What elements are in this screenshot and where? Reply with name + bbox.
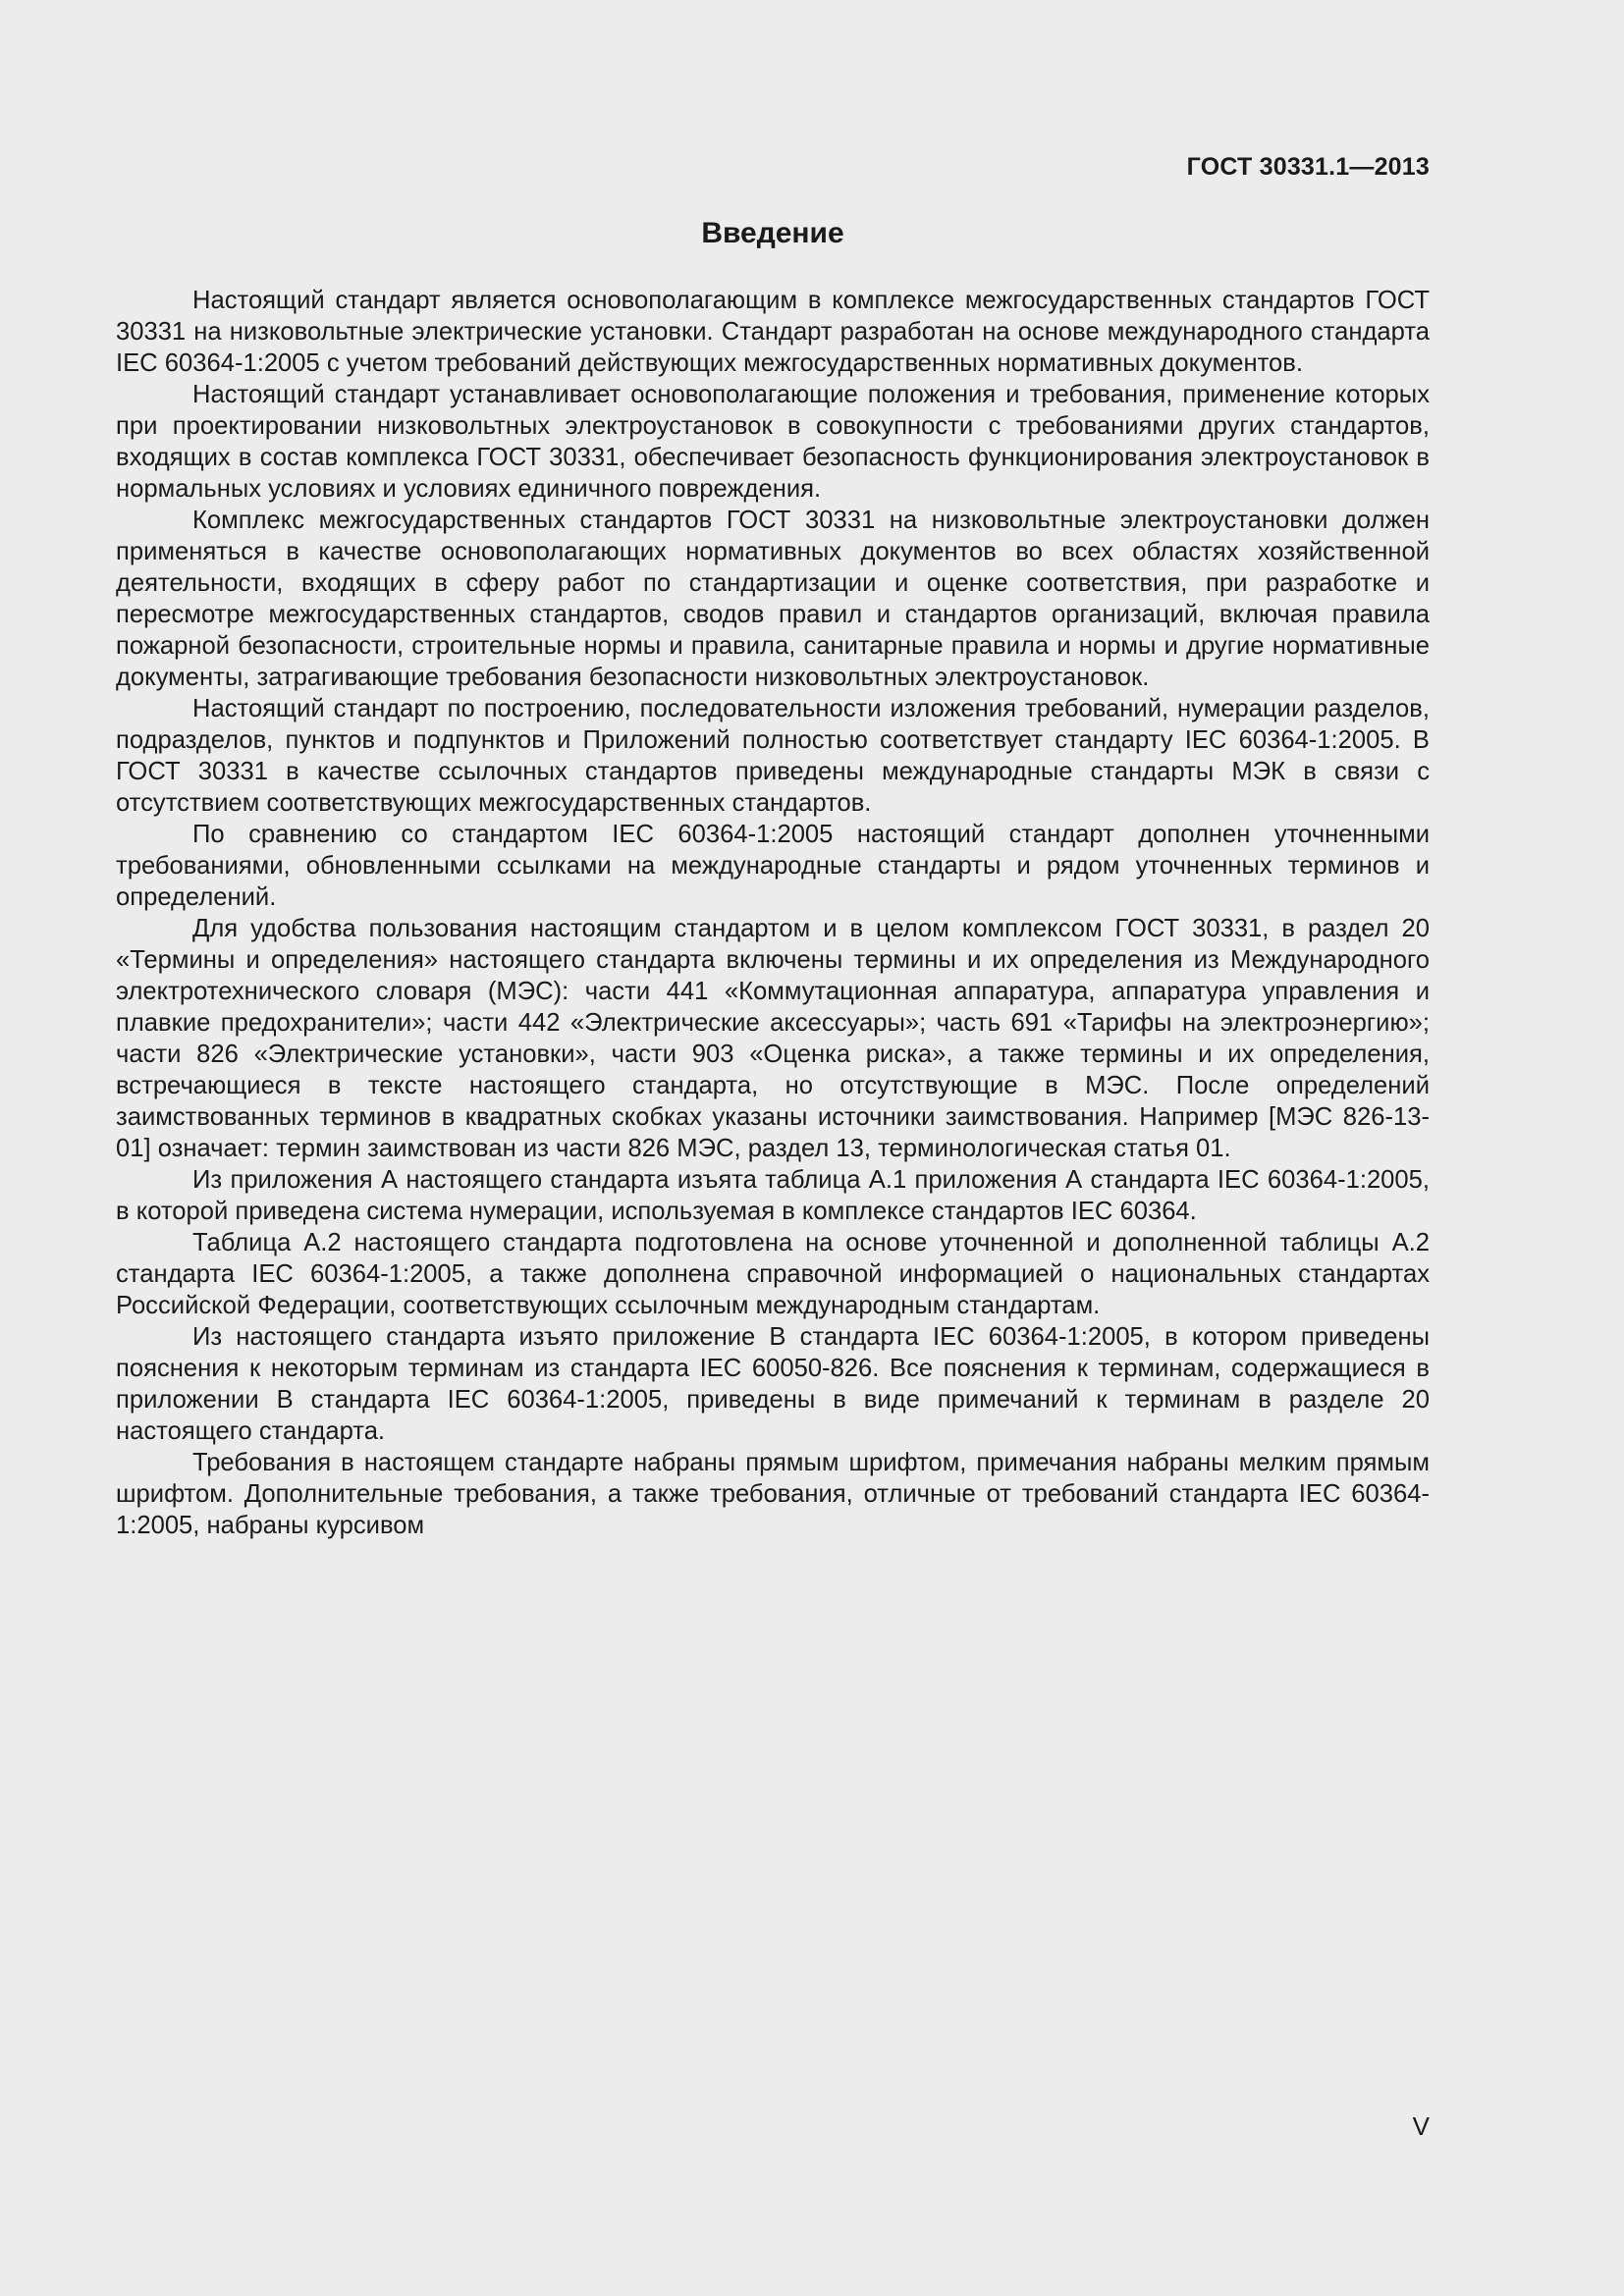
paragraph: По сравнению со стандартом IEC 60364-1:2005 настоящий стандарт дополнен уточненными требованиями, обновленными ссылками на международные стандарты и рядом уточненных терминов и определений.	[116, 821, 1430, 911]
standard-id-header: ГОСТ 30331.1—2013	[1186, 153, 1430, 181]
paragraph: Настоящий стандарт устанавливает основополагающие положения и требования, применение которых при проектировании низковольтных электроустановок в совокупности с требованиями других стандартов, входящих в состав комплекса ГОСТ 30331, обеспечивает безопасность функционирования электроустановок в нормальных условиях и условиях единичного повреждения.	[116, 381, 1430, 503]
paragraph: Из настоящего стандарта изъято приложение В стандарта IEC 60364-1:2005, в котором приведены пояснения к некоторым терминам из стандарта IEC 60050-826. Все пояснения к терминам, содержащиеся в приложении В стандарта IEC 60364-1:2005, приведены в виде примечаний к терминам в разделе 20 настоящего стандарта.	[116, 1323, 1430, 1445]
section-title: Введение	[701, 217, 844, 249]
paragraph: Таблица А.2 настоящего стандарта подготовлена на основе уточненной и дополненной таблицы А.2 стандарта IEC 60364-1:2005, а также дополнена справочной информацией о национальных стандартах Российской Федерации, соответствующих ссылочным международным стандартам.	[116, 1229, 1430, 1319]
paragraph: Требования в настоящем стандарте набраны прямым шрифтом, примечания набраны мелким прямым шрифтом. Дополнительные требования, а также требования, отличные от требований стандарта IEC 60364-1:2005, набраны курсивом	[116, 1449, 1430, 1539]
paragraph: Настоящий стандарт является основополагающим в комплексе межгосударственных стандартов ГОСТ 30331 на низковольтные электрические установки. Стандарт разработан на основе международного стандарта IEC 60364-1:2005 с учетом требований действующих межгосударственных нормативных документов.	[116, 287, 1430, 377]
introduction-body	[116, 285, 1430, 1541]
paragraph: Для удобства пользования настоящим стандартом и в целом комплексом ГОСТ 30331, в раздел 20 «Термины и определения» настоящего стандарта включены термины и их определения из Международного электротехнического словаря (МЭС): части 441 «Коммутационная аппаратура, аппаратура управления и плавкие предохранители»; части 442 «Электрические аксессуары»; часть 691 «Тарифы на электроэнергию»; части 826 «Электрические установки», части 903 «Оценка риска», а также термины и их определения, встречающиеся в тексте настоящего стандарта, но отсутствующие в МЭС. После определений заимствованных терминов в квадратных скобках указаны источники заимствования. Например [МЭС 826-13-01] означает: термин заимствован из части 826 МЭС, раздел 13, терминологическая статья 01.	[116, 915, 1430, 1162]
page-number: V	[1412, 2111, 1430, 2141]
paragraph: Настоящий стандарт по построению, последовательности изложения требований, нумерации разделов, подразделов, пунктов и подпунктов и Приложений полностью соответствует стандарту IEC 60364-1:2005. В ГОСТ 30331 в качестве ссылочных стандартов приведены международные стандарты МЭК в связи с отсутствием соответствующих межгосударственных стандартов.	[116, 695, 1430, 817]
paragraph: Комплекс межгосударственных стандартов ГОСТ 30331 на низковольтные электроустановки должен применяться в качестве основополагающих нормативных документов во всех областях хозяйственной деятельности, входящих в сферу работ по стандартизации и оценке соответствия, при разработке и пересмотре межгосударственных стандартов, сводов правил и стандартов организаций, включая правила пожарной безопасности, строительные нормы и правила, санитарные правила и нормы и другие нормативные документы, затрагивающие требования безопасности низковольтных электроустановок.	[116, 507, 1430, 691]
paragraph: Из приложения А настоящего стандарта изъята таблица А.1 приложения А стандарта IEC 60364-1:2005, в которой приведена система нумерации, используемая в комплексе стандартов IEC 60364.	[116, 1166, 1430, 1225]
